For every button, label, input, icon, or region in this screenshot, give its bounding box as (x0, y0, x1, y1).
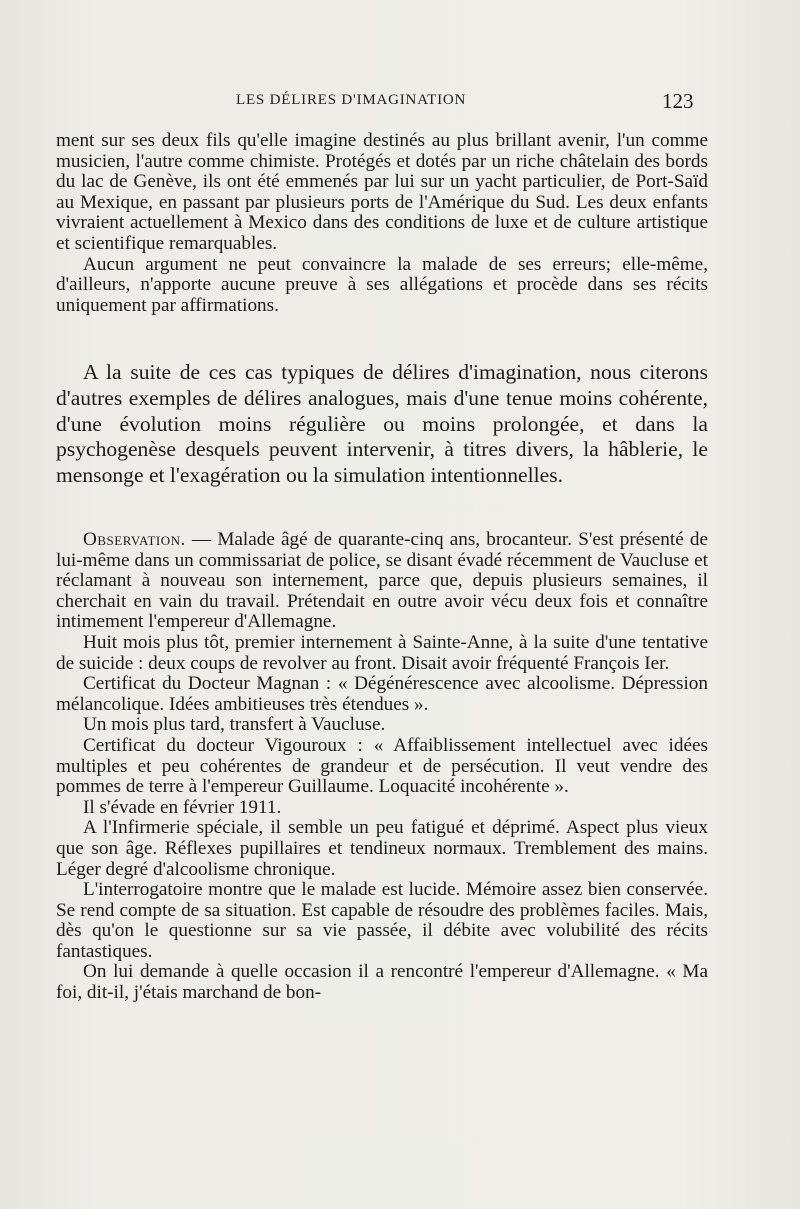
running-title: LES DÉLIRES D'IMAGINATION (236, 92, 467, 108)
paragraph: Un mois plus tard, transfert à Vaucluse. (83, 714, 386, 736)
paragraph: Huit mois plus tôt, premier internement à Sainte-Anne, à la suite d'une tentative de suicide : deux coups de revolver au front. Disait avoir fréquenté François Ier. (56, 631, 708, 674)
paragraph: ment sur ses deux fils qu'elle imagine destinés au plus brillant avenir, l'un comme musicien, l'autre comme chimiste. Protégés et dotés par un riche châtelain des bords du lac de Genève, ils ont été emmenés par lui sur un yacht particulier, de Port-Saïd au Mexique, en passant par plusieurs ports de l'Amérique du Sud. Les deux enfants vivraient actuellement à Mexico dans des conditions de luxe et de culture artistique et scientifique remarquables. (56, 130, 708, 254)
paragraph: On lui demande à quelle occasion il a rencontré l'empereur d'Allemagne. « Ma foi, dit-il, j'étais marchand de bon- (56, 961, 708, 1004)
paragraph: A l'Infirmerie spéciale, il semble un peu fatigué et déprimé. Aspect plus vieux que son âge. Réflexes pupillaires et tendineux normaux. Tremblement des mains. Léger degré d'alcoolisme chronique. (56, 817, 708, 880)
observation-label: Observation. (83, 529, 186, 550)
case-description-continued (56, 131, 708, 316)
paragraph: L'interrogatoire montre que le malade est lucide. Mémoire assez bien conservée. Se rend compte de sa situation. Est capable de résoudre des problèmes faciles. Mais, dès qu'on le questionne sur sa vie passée, il débite avec volubilité des récits fantastiques. (56, 879, 708, 962)
paragraph: A la suite de ces cas typiques de délires d'imagination, nous citerons d'autres exemples de délires analogues, mais d'une tenue moins cohérente, d'une évolution moins régulière ou moins prolongée, et dans la psychogenèse desquels peuvent intervenir, à titres divers, la hâblerie, le mensonge et l'exagération ou la simulation intentionnelles. (56, 360, 708, 488)
observation-block (56, 530, 708, 1004)
paragraph: Il s'évade en février 1911. (83, 796, 282, 818)
observation-text: — Malade âgé de quarante-cinq ans, brocanteur. S'est présenté de lui-même dans un commissariat de police, se disant évadé récemment de Vaucluse et réclamant à nouveau son internement, parce que, depuis plusieurs semaines, il cherchait en vain du travail. Prétendait en outre avoir vécu deux fois et connaître intimement l'empereur d'Allemagne. (56, 529, 708, 633)
page-header (0, 89, 800, 116)
main-text (56, 360, 708, 489)
page-number: 123 (662, 89, 694, 113)
observation-paragraph (56, 530, 708, 633)
paragraph: Certificat du Docteur Magnan : « Dégénérescence avec alcoolisme. Dépression mélancolique. Idées ambitieuses très étendues ». (56, 673, 708, 715)
paragraph: Certificat du docteur Vigouroux : « Affaiblissement intellectuel avec idées multiples et peu cohérentes de grandeur et de persécution. Il veut vendre des pommes de terre à l'empereur Guillaume. Loquacité incohérente ». (56, 734, 708, 798)
paragraph: Aucun argument ne peut convaincre la malade de ses erreurs; elle-même, d'ailleurs, n'apporte aucune preuve à ses allégations et procède dans ses récits uniquement par affirmations. (56, 253, 708, 316)
